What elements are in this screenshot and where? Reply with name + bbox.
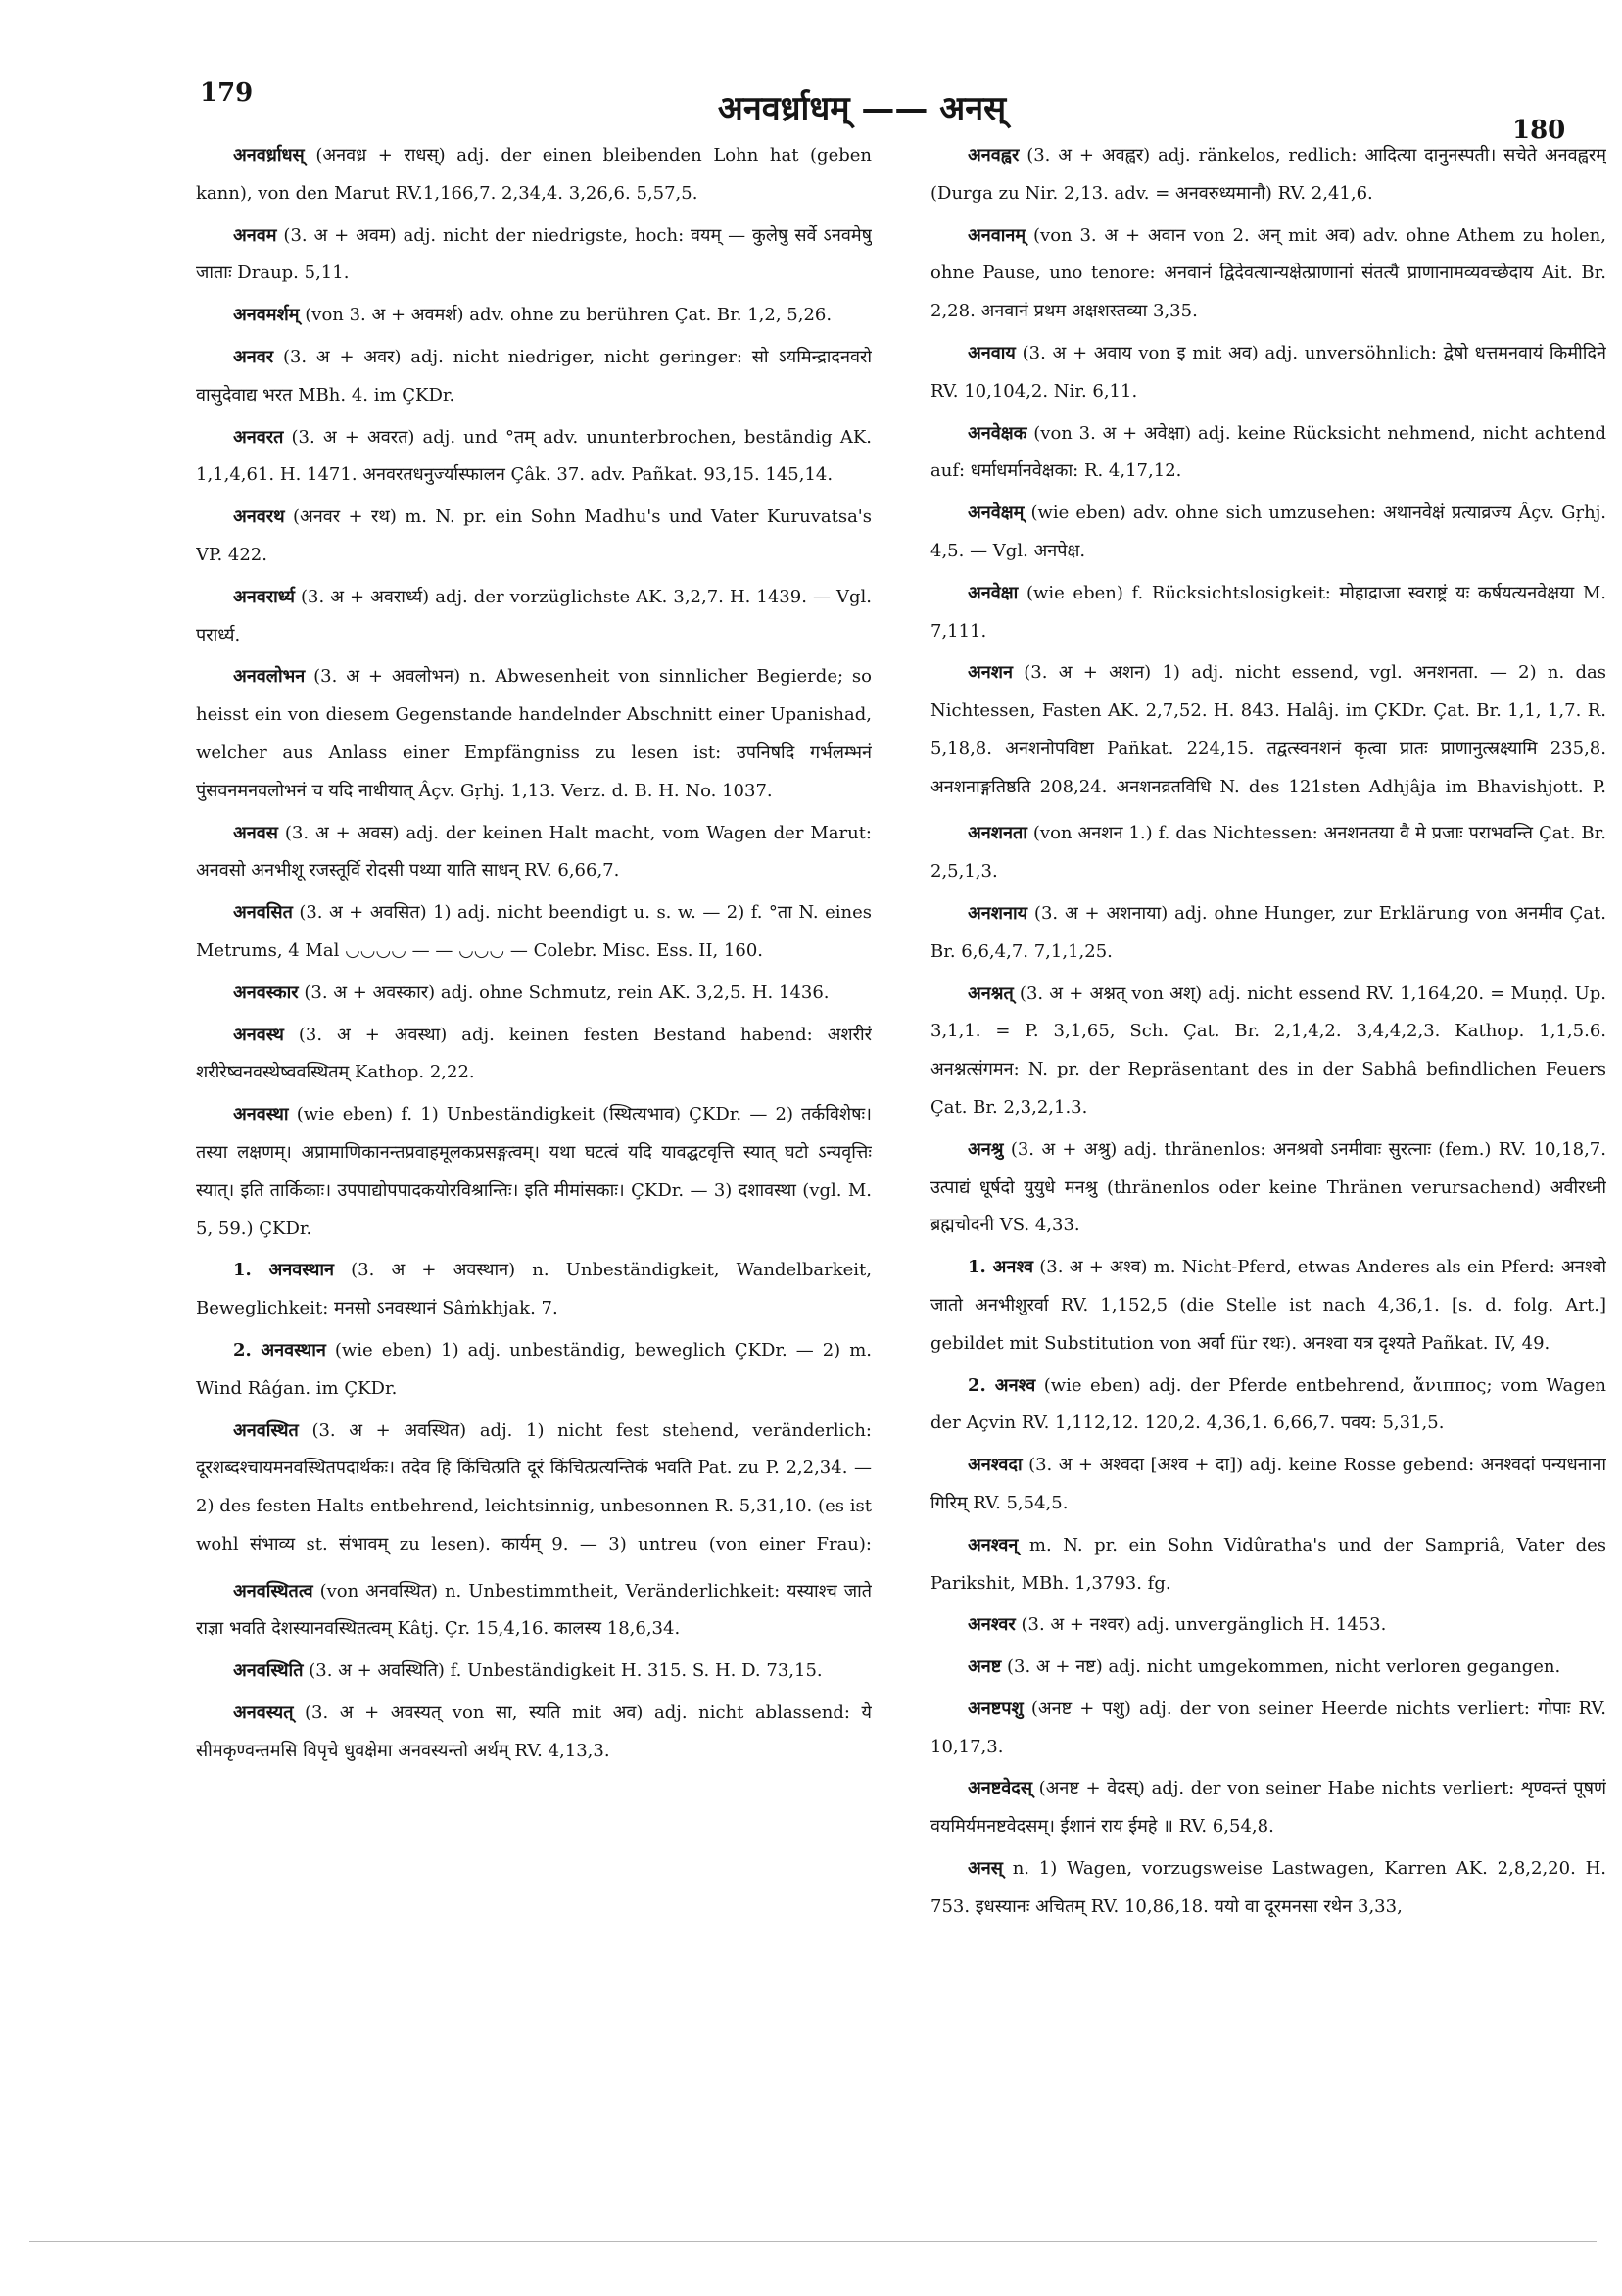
entry-text: (3. अ + नश्वर) adj. unvergänglich H. 1453.: [1021, 1614, 1387, 1636]
entry-headword: अनशनता: [968, 823, 1027, 844]
entry-text: (3. अ + नष्ट) adj. nicht umgekommen, nicht verloren gegangen.: [1007, 1656, 1561, 1678]
entry-text: (3. अ + अश्वदा [अश्व + दा]) adj. keine Rosse gebend: अनश्वदां पन्यधनाना गिरिम् RV. 5,54,5.: [930, 1455, 1606, 1513]
left-column: [196, 137, 872, 1774]
entry-headword: अनवर: [233, 346, 274, 367]
entry-headword: अनश्वदा: [968, 1455, 1023, 1476]
entry-headword: अनवस्थिति: [233, 1660, 304, 1682]
entry-headword: अनशन: [968, 662, 1013, 684]
entry-text: (wie eben) adj. der Pferde entbehrend, ἄνιππος; vom Wagen der Açvin RV. 1,112,12. 120,2. 4,36,1. 6,66,7. पवय: 5,31,5.: [930, 1374, 1606, 1434]
entry-headword: अनश्वर: [968, 1614, 1016, 1636]
entry-text: (von अनवस्थित) n. Unbestimmtheit, Veränderlichkeit: यस्याश्च जाते राज्ञा भवति देशस्यानवस्थितत्वम् Kâtj. Çr. 15,4,16. कालस्य 18,6,34.: [196, 1580, 872, 1640]
entry-headword: अनवलोभन: [233, 666, 306, 688]
entry-headword: 2. अनश्व: [968, 1374, 1036, 1396]
dictionary-entry: [196, 1017, 872, 1093]
entry-headword: अनस्: [968, 1858, 1003, 1880]
dictionary-entry: [930, 654, 1606, 811]
dictionary-entry: [930, 1649, 1606, 1687]
dictionary-entry: [930, 895, 1606, 972]
left-page-number: 179: [200, 78, 254, 108]
dictionary-entry: [930, 1606, 1606, 1645]
dictionary-entry: [196, 499, 872, 575]
dictionary-entry: [930, 815, 1606, 891]
entry-text: (3. अ + अशनाया) adj. ohne Hunger, zur Erklärung von अनमीव Çat. Br. 6,6,4,7. 7,1,1,25.: [930, 902, 1606, 962]
entry-headword: अनवस्कार: [233, 981, 299, 1003]
entry-headword: अनवस्थित: [233, 1419, 299, 1441]
entry-headword: अनशनाय: [968, 902, 1028, 924]
entry-headword: अनवमर्शम्: [233, 305, 300, 326]
entry-text: (von 3. अ + अवेक्षा) adj. keine Rücksicht nehmend, nicht achtend auf: धर्माधर्मानवेक्षका: R. 4,17,12.: [930, 422, 1606, 482]
dictionary-entry: [196, 419, 872, 496]
dictionary-entry: [930, 335, 1606, 411]
entry-headword: अनश्रु: [968, 1138, 1004, 1160]
entry-text: (3. अ + अवम) adj. nicht der niedrigste, hoch: वयम् — कुलेषु सर्वे ऽनवमेषु जाताः Draup. 5,11.: [196, 224, 872, 284]
entry-text: (wie eben) f. Rücksichtslosigkeit: मोहाद्राजा स्वराष्ट्रं यः कर्षयत्यनवेक्षया M. 7,111.: [930, 582, 1606, 642]
entry-text: (3. अ + अवह्वर) adj. ränkelos, redlich: आदित्या दानुनस्पती। सचेते अनवह्वरम् (Durga zu Nir. 2,13. adv. = अनवरुध्यमानौ) RV. 2,41,6.: [930, 145, 1606, 204]
entry-headword: अनष्टवेदस्: [968, 1778, 1032, 1799]
entry-text: (3. अ + अवस्थान) n. Unbeständigkeit, Wandelbarkeit, Beweglichkeit: मनसो ऽनवस्थानं Sâṁkhjak. 7.: [196, 1260, 872, 1319]
dictionary-entry: [930, 217, 1606, 331]
dictionary-entry: [196, 217, 872, 294]
dictionary-entry: [196, 1252, 872, 1328]
entry-text: (अनष्ट + पशु) adj. der von seiner Heerde nichts verliert: गोपाः RV. 10,17,3.: [930, 1698, 1606, 1757]
entry-headword: अनवर्ध्राधस्: [233, 145, 305, 166]
dictionary-entry: [196, 1412, 872, 1569]
dictionary-entry: [196, 137, 872, 214]
entry-headword: अनश्नत्: [968, 982, 1014, 1004]
entry-headword: अनष्ट: [968, 1656, 1002, 1678]
entry-headword: 1. अनश्व: [968, 1257, 1033, 1278]
entry-headword: अनवरत: [233, 426, 284, 448]
dictionary-entry: [930, 415, 1606, 492]
dictionary-entry: [930, 1527, 1606, 1603]
entry-headword: अनवस्था: [233, 1104, 289, 1125]
entry-text: (3. अ + अवस्कार) adj. ohne Schmutz, rein AK. 3,2,5. H. 1436.: [304, 981, 830, 1003]
entry-headword: अनवस: [233, 822, 278, 843]
entry-text: (अनवर + रथ) m. N. pr. ein Sohn Madhu's und Vater Kuruvatsa's VP. 422.: [196, 506, 872, 565]
dictionary-entry: [930, 1447, 1606, 1523]
entry-text: (3. अ + अवस्थित) adj. 1) nicht fest stehend, veränderlich: दूरशब्दश्चायमनवस्थितपदार्थकः। तदेव हि किंचित्प्रति दूरं किंचित्प्रत्यन्तिकं भवति Pat. zu P. 2,2,34. — 2) des festen Halts entbehrend, leichtsinnig, unbesonnen R. 5,31,10. (es ist wohl संभाव्य st. संभावम् zu lesen). कार्यम् 9. — 3) untreu (von einer Frau):: [196, 1419, 872, 1555]
right-column: [930, 137, 1606, 1931]
dictionary-entry: [930, 1249, 1606, 1363]
entry-headword: अनवसित: [233, 902, 293, 924]
entry-text: (3. अ + अवस) adj. der keinen Halt macht, vom Wagen der Marut: अनवसो अनभीशू रजस्तूर्वि रोदसी पथ्या याति साधन् RV. 6,66,7.: [196, 822, 872, 882]
entry-text: (3. अ + अवरत) adj. und °तम् adv. ununterbrochen, beständig AK. 1,1,4,61. H. 1471. अनवरतधनुर्ज्यास्फालन Çâk. 37. adv. Pañkat. 93,15. 145,14.: [196, 426, 872, 486]
entry-text: n. 1) Wagen, vorzugsweise Lastwagen, Karren AK. 2,8,2,20. H. 753. इधस्यानः अचितम् RV. 10,86,18. ययो वा दूरमनसा रथेन 3,33,: [930, 1858, 1606, 1917]
entry-headword: अनवेक्षम्: [968, 502, 1025, 524]
dictionary-entry: [930, 1770, 1606, 1846]
entry-text: (3. अ + अश्रु) adj. thränenlos: अनश्रवो ऽनमीवाः सुरत्नाः (fem.) RV. 10,18,7. उत्पाद्यं धूर्षदो युयुधे मनश्रु (thränenlos oder keine Thränen verursachend) अवीरध्नी ब्रह्मचोदनी VS. 4,33.: [930, 1138, 1606, 1236]
entry-text: (wie eben) adv. ohne sich umzusehen: अथानवेक्षं प्रत्याव्रज्य Âçv. Gṛhj. 4,5. — Vgl. अनपेक्ष.: [930, 502, 1606, 561]
entry-text: (3. अ + अवसित) 1) adj. nicht beendigt u. s. w. — 2) f. °ता N. eines Metrums, 4 Mal ◡◡◡◡ — — ◡◡◡ — Colebr. Misc. Ess. II, 160.: [196, 902, 872, 961]
entry-text: (3. अ + अवाय von इ mit अव) adj. unversöhnlich: द्वेषो धत्तमनवायं किमीदिने RV. 10,104,2. Nir. 6,11.: [930, 342, 1606, 402]
entry-headword: अनष्टपशु: [968, 1698, 1024, 1719]
entry-text: (3. अ + अश्नत् von अश्) adj. nicht essend RV. 1,164,20. = Muṇḍ. Up. 3,1,1. = P. 3,1,65, Sch. Çat. Br. 2,1,4,2. 3,4,4,2,3. Kathop. 1,1,5.6. अनश्नत्संगमन: N. pr. der Repräsentant des in der Sabhâ befindlichen Feuers Çat. Br. 2,3,2,1.3.: [930, 982, 1606, 1118]
entry-headword: 1. अनवस्थान: [233, 1260, 335, 1281]
entry-headword: अनवेक्षा: [968, 582, 1019, 603]
dictionary-entry: [930, 1131, 1606, 1245]
entry-text: (3. अ + अश्व) m. Nicht-Pferd, etwas Anderes als ein Pferd: अनश्वो जातो अनभीशुरर्वा RV. 1,152,5 (die Stelle ist nach 4,36,1. [s. d. folg. Art.] gebildet mit Substitution von अर्वा für रथः). अनश्वा यत्र दृश्यते Pañkat. IV, 49.: [930, 1257, 1606, 1354]
entry-headword: अनवाय: [968, 342, 1016, 363]
entry-text: m. N. pr. ein Sohn Vidûratha's und der Sampriâ, Vater des Parikshit, MBh. 1,3793. fg.: [930, 1534, 1606, 1594]
entry-text: (3. अ + अवस्यत् von सा, स्यति mit अव) adj. nicht ablassend: ये सीमकृण्वन्तमसि विपृचे धुवक्षेमा अनवस्यन्तो अर्थम् RV. 4,13,3.: [196, 1701, 872, 1761]
footer-rule: [29, 2241, 1597, 2242]
entry-text: (3. अ + अवस्था) adj. keinen festen Bestand habend: अशरीरं शरीरेष्वनवस्थेष्ववस्थितम् Kathop. 2,22.: [196, 1024, 872, 1083]
dictionary-entry: [196, 1573, 872, 1650]
dictionary-entry: [196, 1096, 872, 1248]
entry-text: (3. अ + अवलोभन) n. Abwesenheit von sinnlicher Begierde; so heisst ein von diesem Gegenstande handelnder Abschnitt einer Upanishad, welcher aus Anlass einer Empfängniss zu lesen ist: उपनिषदि गर्भलम्भनं पुंसवनमनवलोभनं च यदि नाधीयात् Âçv. Gṛhj. 1,13. Verz. d. B. H. No. 1037.: [196, 666, 872, 801]
dictionary-entry: [930, 575, 1606, 651]
dictionary-entry: [196, 975, 872, 1013]
dictionary-entry: [196, 894, 872, 971]
dictionary-entry: [930, 137, 1606, 214]
entry-headword: अनवस्थ: [233, 1024, 284, 1045]
entry-headword: अनवरार्ध्य: [233, 586, 295, 607]
entry-text: (3. अ + अवर) adj. nicht niedriger, nicht geringer: सो ऽयमिन्द्रादनवरो वासुदेवाद्य भरत MBh. 4. im ÇKDr.: [196, 346, 872, 406]
entry-headword: अनवरथ: [233, 506, 285, 528]
entry-text: (wie eben) 1) adj. unbeständig, beweglich ÇKDr. — 2) m. Wind Râǵan. im ÇKDr.: [196, 1339, 872, 1399]
entry-headword: अनवेक्षक: [968, 422, 1027, 444]
running-header: अनवर्ध्राधम् —— अनस्: [717, 89, 1007, 128]
entry-headword: अनवम: [233, 224, 277, 246]
entry-text: (3. अ + अवरार्ध्य) adj. der vorzüglichste AK. 3,2,7. H. 1439. — Vgl. परार्ध्य.: [196, 586, 872, 646]
entry-text: (अनवध्र + राधस्) adj. der einen bleibenden Lohn hat (geben kann), von den Marut RV.1,166,7. 2,34,4. 3,26,6. 5,57,5.: [196, 145, 872, 204]
entry-headword: 2. अनवस्थान: [233, 1339, 326, 1361]
dictionary-entry: [196, 339, 872, 415]
dictionary-entry: [196, 1695, 872, 1771]
entry-headword: अनवानम्: [968, 224, 1026, 246]
dictionary-entry: [930, 1691, 1606, 1767]
entry-headword: अनवस्यत्: [233, 1701, 294, 1723]
entry-headword: अनवह्वर: [968, 145, 1020, 166]
dictionary-entry: [930, 1367, 1606, 1444]
entry-text: (wie eben) f. 1) Unbeständigkeit (स्थित्यभाव) ÇKDr. — 2) तर्कविशेषः। तस्या लक्षणम्। अप्रामाणिकानन्तप्रवाहमूलकप्रसङ्गत्वम्। यथा घटत्वं यदि यावद्घटवृत्ति स्यात् घटो ऽन्यवृत्तिः स्यात्। इति तार्किकाः। उपपाद्योपपादकयोरविश्रान्तिः। इति मीमांसकाः। ÇKDr. — 3) दशावस्था (vgl. M. 5, 59.) ÇKDr.: [196, 1104, 872, 1239]
dictionary-entry: [196, 1332, 872, 1409]
dictionary-entry: [930, 1850, 1606, 1927]
entry-text: (अनष्ट + वेदस्) adj. der von seiner Habe nichts verliert: शृण्वन्तं पूषणं वयमिर्यमनष्टवेदसम्। ईशानं राय ईमहे ॥ RV. 6,54,8.: [930, 1778, 1606, 1838]
dictionary-entry: [930, 976, 1606, 1127]
entry-text: (von 3. अ + अवमर्श) adv. ohne zu berühren Çat. Br. 1,2, 5,26.: [305, 305, 833, 326]
dictionary-entry: [930, 495, 1606, 571]
dictionary-entry: [196, 815, 872, 891]
dictionary-entry: [196, 1652, 872, 1691]
dictionary-entry: [196, 579, 872, 655]
entry-headword: अनश्वन्: [968, 1534, 1019, 1555]
right-page-number: 180: [1512, 116, 1566, 145]
entry-text: (3. अ + अशन) 1) adj. nicht essend, vgl. अनशनता. — 2) n. das Nichtessen, Fasten AK. 2,7,52. H. 843. Halâj. im ÇKDr. Çat. Br. 1,1, 1,7. R. 5,18,8. अनशनोपविष्टा Pañkat. 224,15. तद्वत्स्वनशनं कृत्वा प्रातः प्राणानुत्स्रक्ष्यामि 235,8. अनशनाङ्गतिष्ठति 208,24. अनशनव्रतविधि N. des 121sten Adhjâja im Bhavishjott. P.: [930, 662, 1606, 797]
entry-text: (von अनशन 1.) f. das Nichtessen: अनशनतया वै मे प्रजाः पराभवन्ति Çat. Br. 2,5,1,3.: [930, 823, 1606, 883]
entry-text: (3. अ + अवस्थिति) f. Unbeständigkeit H. 315. S. H. D. 73,15.: [309, 1660, 823, 1682]
entry-headword: अनवस्थितत्व: [233, 1580, 313, 1602]
dictionary-entry: [196, 658, 872, 810]
dictionary-entry: [196, 297, 872, 335]
entry-text: (von 3. अ + अवान von 2. अन् mit अव) adv. ohne Athem zu holen, ohne Pause, uno tenore: अनवानं द्विदेवत्यान्यक्षेत्प्राणानां संतत्यै प्राणानामव्यवच्छेदाय Ait. Br. 2,28. अनवानं प्रथम अक्षशस्तव्या 3,35.: [930, 224, 1606, 322]
